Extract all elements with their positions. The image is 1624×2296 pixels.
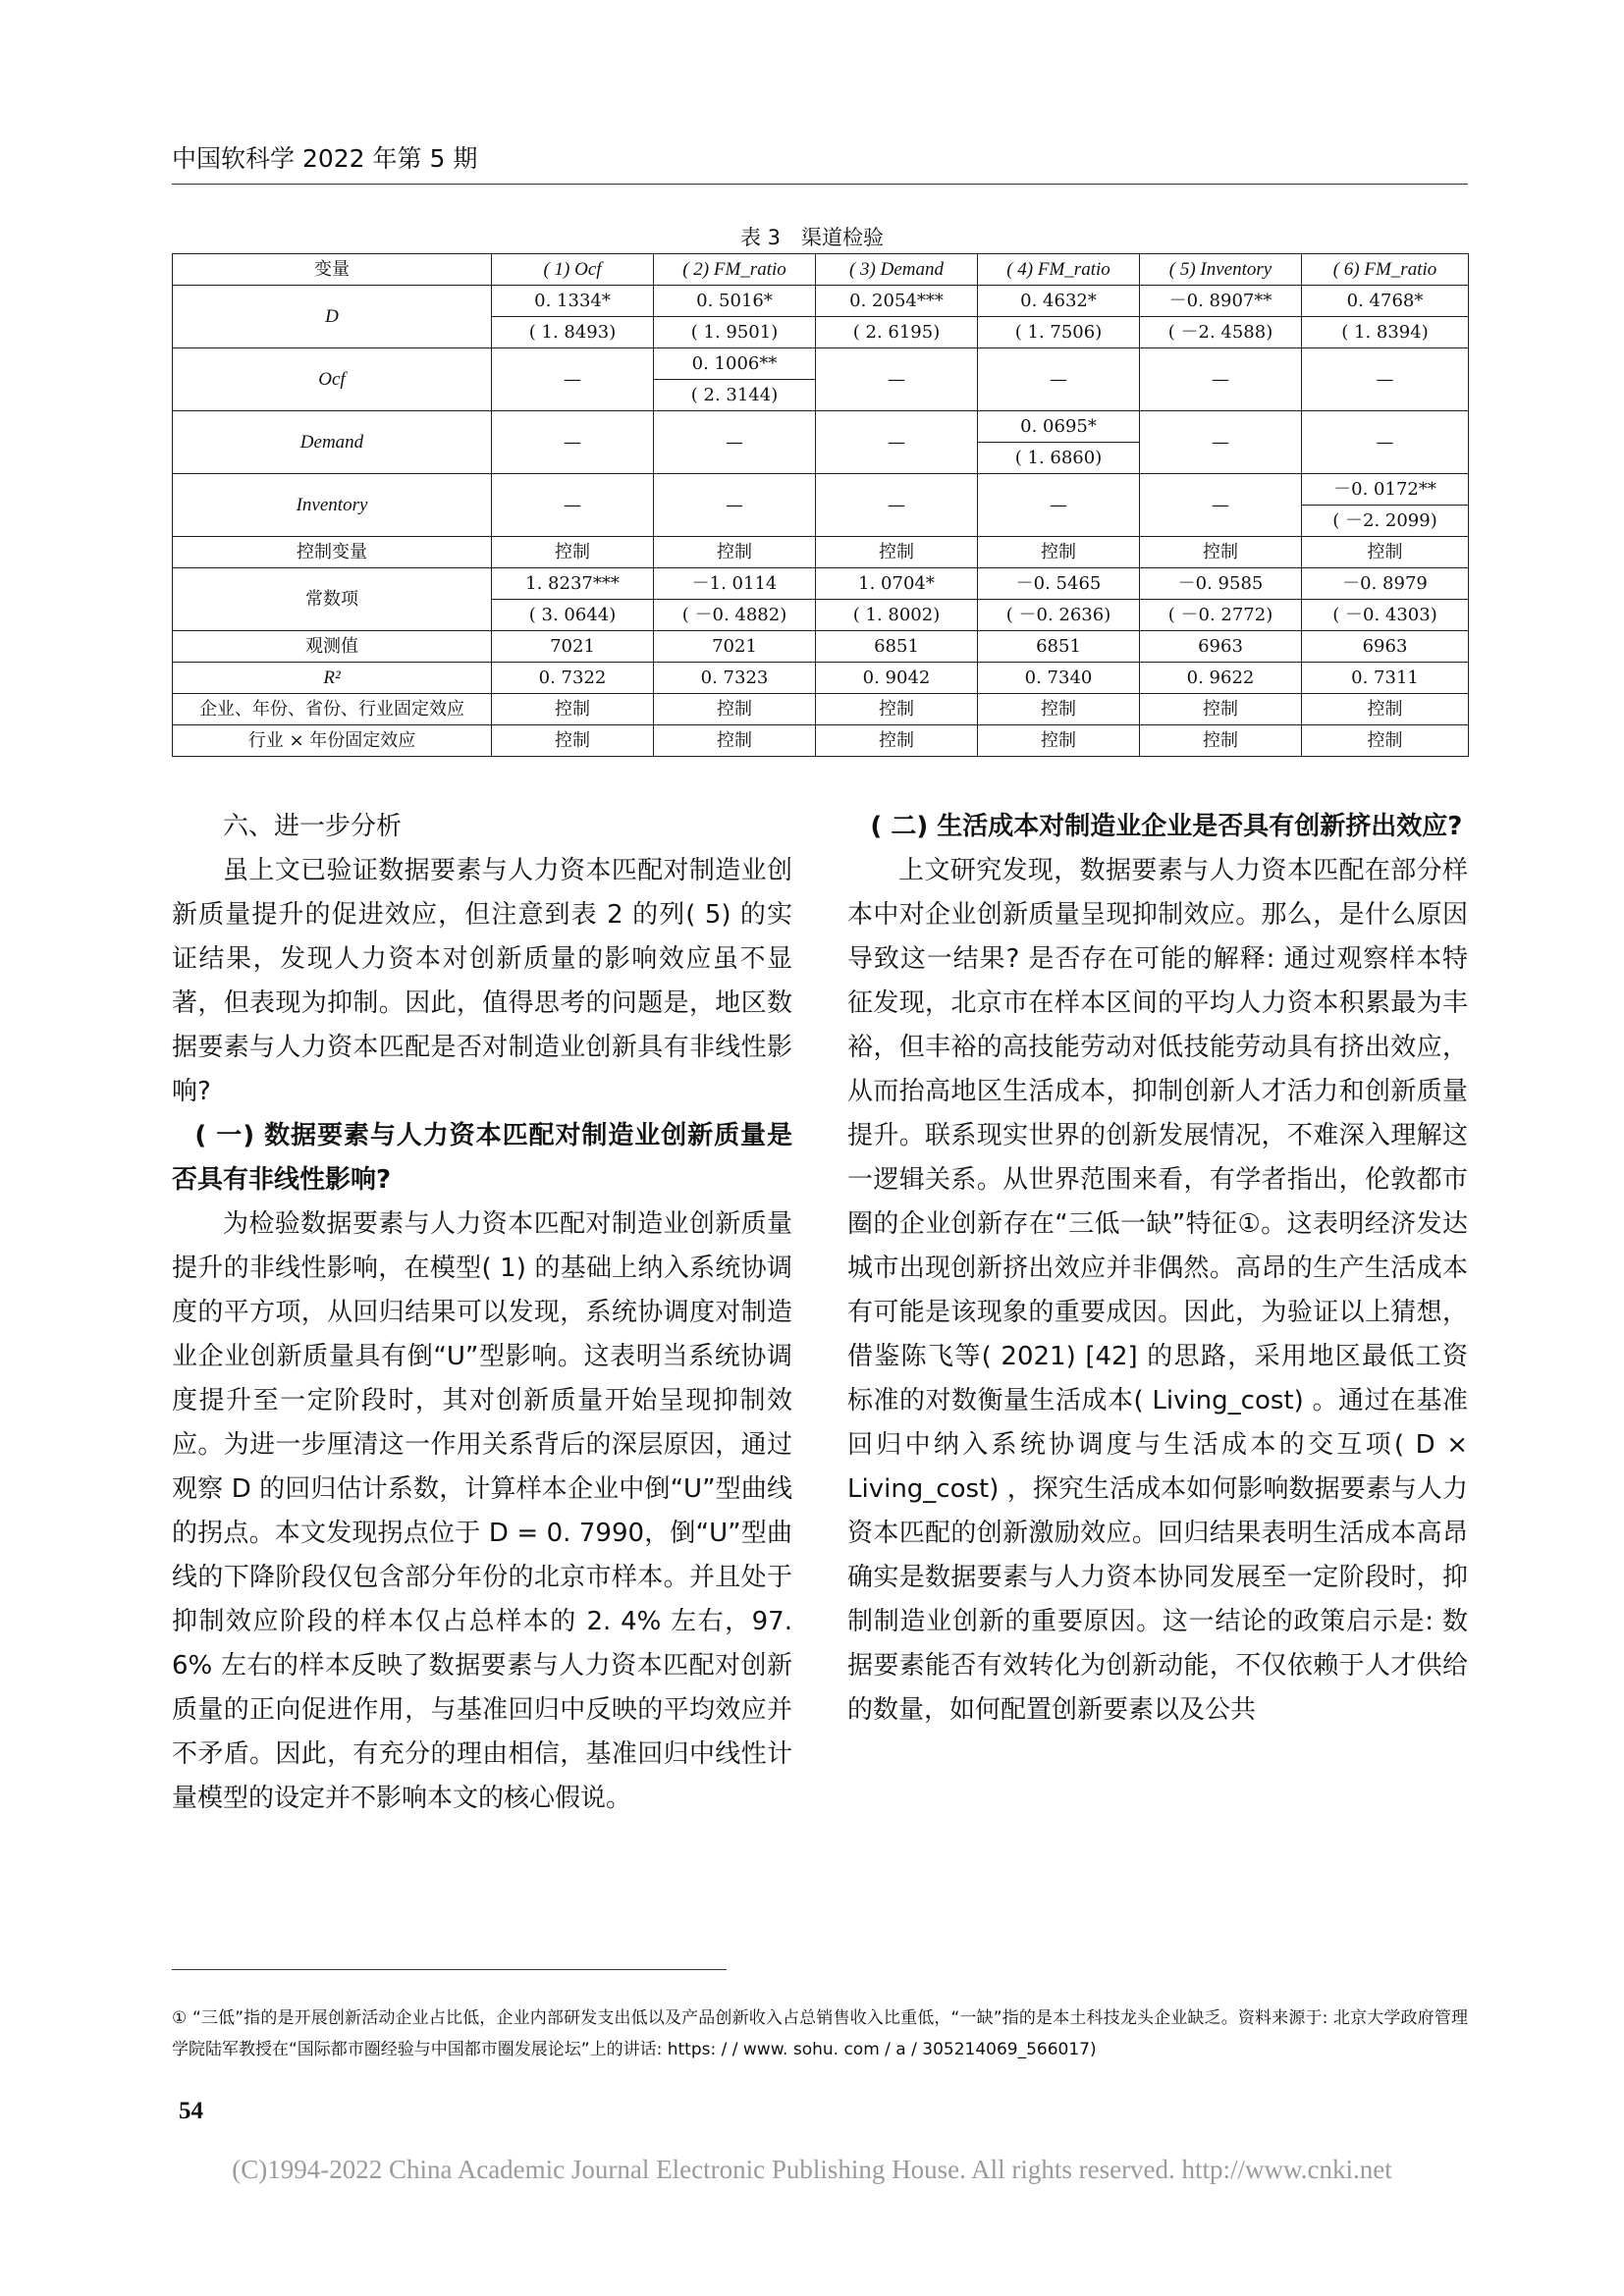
cell: －0. 8979 xyxy=(1302,568,1469,600)
row-label-fe1: 企业、年份、省份、行业固定效应 xyxy=(173,694,492,725)
cell: 0. 1006** xyxy=(654,348,816,380)
table-row-fe2 xyxy=(173,725,1469,757)
cell: 0. 4768* xyxy=(1302,286,1469,317)
cell: 控制 xyxy=(978,537,1140,568)
row-label-demand: Demand xyxy=(173,411,492,474)
cell: －0. 0172** xyxy=(1302,474,1469,506)
table-row-r2 xyxy=(173,663,1469,694)
cell: 控制 xyxy=(492,694,654,725)
row-label-constant: 常数项 xyxy=(173,568,492,631)
cell: 0. 9042 xyxy=(816,663,978,694)
cell: 6851 xyxy=(978,631,1140,663)
cell: 控制 xyxy=(816,725,978,757)
col-header-2: ( 2) FM_ratio xyxy=(654,254,816,286)
section-heading: 六、进一步分析 xyxy=(223,812,403,841)
table-row-constant-coef xyxy=(173,568,1469,600)
row-label-obs: 观测值 xyxy=(173,631,492,663)
cell: ( 2. 6195) xyxy=(816,317,978,348)
dash-cell: — xyxy=(1140,348,1302,411)
table-row-obs xyxy=(173,631,1469,663)
dash-cell: — xyxy=(654,411,816,474)
row-label-d: D xyxy=(173,286,492,348)
cell: 7021 xyxy=(492,631,654,663)
table-row-d-coef xyxy=(173,286,1469,317)
cell: ( 1. 6860) xyxy=(978,443,1140,474)
cell: －0. 5465 xyxy=(978,568,1140,600)
dash-cell: — xyxy=(978,348,1140,411)
footnote-rule xyxy=(172,1969,727,1970)
cell: 控制 xyxy=(1140,537,1302,568)
right-column xyxy=(847,805,1468,1733)
dash-cell: — xyxy=(1302,348,1469,411)
cell: ( 1. 8394) xyxy=(1302,317,1469,348)
dash-cell: — xyxy=(978,474,1140,537)
variable-header: 变量 xyxy=(173,254,492,286)
cell: ( －0. 2772) xyxy=(1140,600,1302,631)
row-label-controls: 控制变量 xyxy=(173,537,492,568)
cell: 控制 xyxy=(1302,537,1469,568)
table-row-ocf-coef xyxy=(173,348,1469,380)
cell: ( 1. 8002) xyxy=(816,600,978,631)
cell: ( －0. 4303) xyxy=(1302,600,1469,631)
cell: 0. 1334* xyxy=(492,286,654,317)
copyright-notice: (C)1994-2022 China Academic Journal Electronic Publishing House. All rights reserved. http://www.cnki.net xyxy=(232,2155,1392,2184)
table-row-demand-coef xyxy=(173,411,1469,443)
cell: 控制 xyxy=(654,694,816,725)
cell: －1. 0114 xyxy=(654,568,816,600)
cell: 0. 0695* xyxy=(978,411,1140,443)
row-label-inventory: Inventory xyxy=(173,474,492,537)
table-row-controls xyxy=(173,537,1469,568)
cell: 控制 xyxy=(654,537,816,568)
cell: 0. 2054*** xyxy=(816,286,978,317)
cell: －0. 8907** xyxy=(1140,286,1302,317)
cell: 1. 8237*** xyxy=(492,568,654,600)
col-header-3: ( 3) Demand xyxy=(816,254,978,286)
row-label-ocf: Ocf xyxy=(173,348,492,411)
cell: 控制 xyxy=(654,725,816,757)
cell: 7021 xyxy=(654,631,816,663)
subsection-heading: ( 二) 生活成本对制造业企业是否具有创新挤出效应? xyxy=(870,812,1463,841)
cell: ( －2. 2099) xyxy=(1302,506,1469,537)
paragraph: 为检验数据要素与人力资本匹配对制造业创新质量提升的非线性影响，在模型( 1) 的基础上纳入系统协调度的平方项，从回归结果可以发现，系统协调度对制造业企业创新质量具有倒“U”型影响。这表明当系统协调度提升至一定阶段时，其对创新质量开始呈现抑制效应。为进一步厘清这一作用关系背后的深层原因，通过观察 D 的回归估计系数，计算样本企业中倒“U”型曲线的拐点。本文发现拐点位于 D = 0. 7990，倒“U”型曲线的下降阶段仅包含部分年份的北京市样本。并且处于抑制效应阶段的样本仅占总样本的 2. 4% 左右，97. 6% 左右的样本反映了数据要素与人力资本匹配对创新质量的正向促进作用，与基准回归中反映的平均效应并不矛盾。因此，有充分的理由相信，基准回归中线性计量模型的设定并不影响本文的核心假说。 xyxy=(172,1209,792,1813)
dash-cell: — xyxy=(492,348,654,411)
channel-test-table xyxy=(172,253,1469,757)
cell: 控制 xyxy=(978,725,1140,757)
cell: 6851 xyxy=(816,631,978,663)
dash-cell: — xyxy=(816,474,978,537)
dash-cell: — xyxy=(816,411,978,474)
cell: 控制 xyxy=(1302,725,1469,757)
cell: 控制 xyxy=(816,694,978,725)
col-header-5: ( 5) Inventory xyxy=(1140,254,1302,286)
table-row-fe1 xyxy=(173,694,1469,725)
cell: ( 2. 3144) xyxy=(654,380,816,411)
row-label-fe2: 行业 × 年份固定效应 xyxy=(173,725,492,757)
footnote: ① “三低”指的是开展创新活动企业占比低，企业内部研发支出低以及产品创新收入占总销售收入比重低，“一缺”指的是本土科技龙头企业缺乏。资料来源于: 北京大学政府管理学院陆军教授在“国际都市圈经验与中国都市圈发展论坛”上的讲话: https: / / www. sohu. com / a / 305214069_566017) xyxy=(172,2008,1468,2059)
cell: 6963 xyxy=(1140,631,1302,663)
cell: ( －0. 2636) xyxy=(978,600,1140,631)
table-row-inventory-coef xyxy=(173,474,1469,506)
col-header-4: ( 4) FM_ratio xyxy=(978,254,1140,286)
dash-cell: — xyxy=(1302,411,1469,474)
cell: 0. 4632* xyxy=(978,286,1140,317)
cell: 控制 xyxy=(492,537,654,568)
dash-cell: — xyxy=(492,411,654,474)
cell: ( －0. 4882) xyxy=(654,600,816,631)
cell: 0. 5016* xyxy=(654,286,816,317)
cell: 控制 xyxy=(1302,694,1469,725)
header-rule xyxy=(172,184,1468,185)
cell: 0. 7323 xyxy=(654,663,816,694)
left-column xyxy=(172,805,792,1821)
dash-cell: — xyxy=(816,348,978,411)
paragraph: 上文研究发现，数据要素与人力资本匹配在部分样本中对企业创新质量呈现抑制效应。那么，是什么原因导致这一结果? 是否存在可能的解释: 通过观察样本特征发现，北京市在样本区间的平均人力资本积累最为丰裕，但丰裕的高技能劳动对低技能劳动具有挤出效应，从而抬高地区生活成本，抑制创新人才活力和创新质量提升。联系现实世界的创新发展情况，不难深入理解这一逻辑关系。从世界范围来看，有学者指出，伦敦都市圈的企业创新存在“三低一缺”特征①。这表明经济发达城市出现创新挤出效应并非偶然。高昂的生产生活成本有可能是该现象的重要成因。因此，为验证以上猜想，借鉴陈飞等( 2021) [42] 的思路，采用地区最低工资标准的对数衡量生活成本( Living_cost) 。通过在基准回归中纳入系统协调度与生活成本的交互项( D × Living_cost) ，探究生活成本如何影响数据要素与人力资本匹配的创新激励效应。回归结果表明生活成本高昂确实是数据要素与人力资本协同发展至一定阶段时，抑制制造业创新的重要原因。这一结论的政策启示是: 数据要素能否有效转化为创新动能，不仅依赖于人才供给的数量，如何配置创新要素以及公共 xyxy=(847,856,1468,1725)
cell: －0. 9585 xyxy=(1140,568,1302,600)
cell: 6963 xyxy=(1302,631,1469,663)
running-header: 中国软科学 2022 年第 5 期 xyxy=(172,144,478,173)
cell: 0. 9622 xyxy=(1140,663,1302,694)
cell: 控制 xyxy=(492,725,654,757)
table-header-row xyxy=(173,254,1469,286)
cell: ( 1. 8493) xyxy=(492,317,654,348)
cell: ( 1. 7506) xyxy=(978,317,1140,348)
cell: 1. 0704* xyxy=(816,568,978,600)
paragraph: 虽上文已验证数据要素与人力资本匹配对制造业创新质量提升的促进效应，但注意到表 2 的列( 5) 的实证结果，发现人力资本对创新质量的影响效应虽不显著，但表现为抑制。因此，值得思考的问题是，地区数据要素与人力资本匹配是否对制造业创新具有非线性影响? xyxy=(172,856,792,1106)
cell: 0. 7322 xyxy=(492,663,654,694)
col-header-1: ( 1) Ocf xyxy=(492,254,654,286)
dash-cell: — xyxy=(492,474,654,537)
dash-cell: — xyxy=(1140,474,1302,537)
cell: 控制 xyxy=(1140,694,1302,725)
table-caption: 表 3 渠道检验 xyxy=(739,226,885,249)
cell: ( －2. 4588) xyxy=(1140,317,1302,348)
row-label-r2: R² xyxy=(173,663,492,694)
cell: 控制 xyxy=(978,694,1140,725)
dash-cell: — xyxy=(654,474,816,537)
cell: 0. 7340 xyxy=(978,663,1140,694)
cell: 控制 xyxy=(816,537,978,568)
page-number: 54 xyxy=(179,2098,203,2124)
cell: 控制 xyxy=(1140,725,1302,757)
subsection-heading: ( 一) 数据要素与人力资本匹配对制造业创新质量是否具有非线性影响? xyxy=(172,1121,792,1195)
col-header-6: ( 6) FM_ratio xyxy=(1302,254,1469,286)
cell: ( 3. 0644) xyxy=(492,600,654,631)
cell: 0. 7311 xyxy=(1302,663,1469,694)
cell: ( 1. 9501) xyxy=(654,317,816,348)
dash-cell: — xyxy=(1140,411,1302,474)
